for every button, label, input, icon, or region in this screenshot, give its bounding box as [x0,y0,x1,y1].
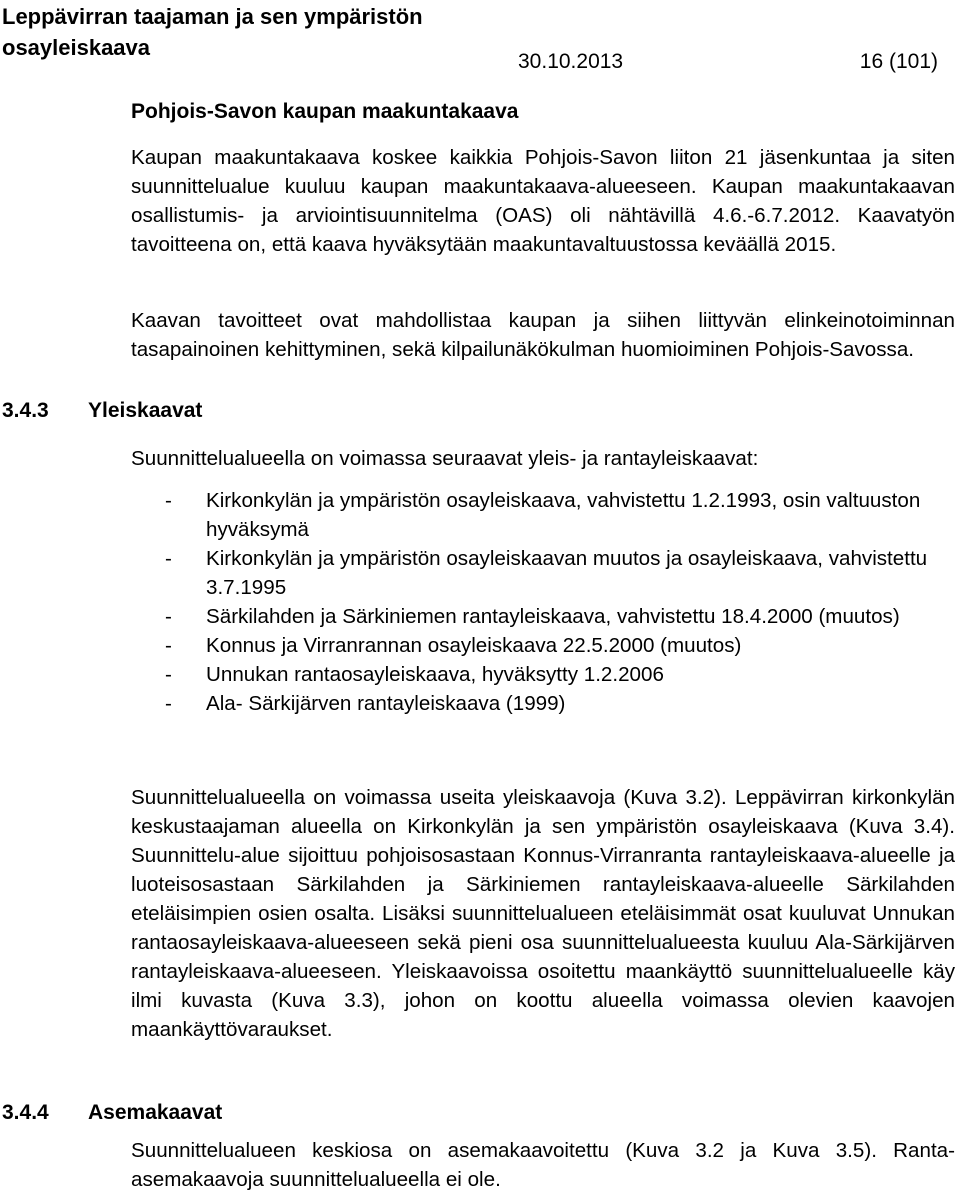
document-title [2,1,502,63]
list-item [165,689,955,718]
list-item [165,486,955,544]
list-item-text: Konnus ja Virranrannan osayleiskaava 22.5.2000 (muutos) [206,634,742,657]
section-heading-yleiskaavat [2,397,202,425]
paragraph-kaupan-1: Kaupan maakuntakaava koskee kaikkia Pohjois-Savon liiton 21 jäsenkuntaa ja siten suunnittelualue kuuluu kaupan maakuntakaava-alueeseen. Kaupan maakuntakaavan osallistumis- ja arviointisuunnitelma (OAS) oli nähtävillä 4.6.-6.7.2012. Kaavatyön tavoitteena on, että kaava hyväksytään maakuntavaltuustossa keväällä 2015. [131,146,955,256]
section-title: Asemakaavat [88,1101,223,1124]
list-item [165,660,955,689]
paragraph-yleiskaavat-body: Suunnittelualueella on voimassa useita yleiskaavoja (Kuva 3.2). Leppävirran kirkonkylän keskustaajaman alueella on Kirkonkylän ja sen ympäristön osayleiskaava (Kuva 3.4). Suunnittelu-alue sijoittuu pohjoisosastaan Konnus-Virranranta rantayleiskaava-alueelle ja luoteisosastaan Särkilahden ja Särkiniemen rantayleiskaava-alueelle Särkilahden eteläisimpien osien osalta. Lisäksi suunnittelualueen eteläisimmät osat kuuluvat Unnukan rantaosayleiskaava-alueeseen sekä pieni osa suunnittelualueesta kuuluu Ala-Särkijärven rantayleiskaava-alueeseen. Yleiskaavoissa osoitettu maankäyttö suunnittelualueelle käy ilmi kuvasta (Kuva 3.3), johon on koottu alueella voimassa olevien kaavojen maankäyttövaraukset. [131,786,955,1041]
document-title-line-2: osayleiskaava [2,35,151,60]
document-title-line-1: Leppävirran taajaman ja sen ympäristön [2,4,423,29]
list-dash: - [165,692,172,715]
section-number: 3.4.3 [2,399,49,422]
list-dash: - [165,605,172,628]
list-dash: - [165,547,172,570]
list-item [165,602,955,631]
list-dash: - [165,663,172,686]
list-dash: - [165,634,172,657]
list-item [165,631,955,660]
plan-list [165,486,955,718]
section-heading-asemakaavat [2,1099,222,1127]
list-item-text: Kirkonkylän ja ympäristön osayleiskaava, vahvistettu 1.2.1993, osin valtuuston hyväksymä [206,489,921,541]
list-dash: - [165,489,172,512]
paragraph-yleiskaavat-intro: Suunnittelualueella on voimassa seuraavat yleis- ja rantayleiskaavat: [131,447,759,470]
subheading-kaupan-maakuntakaava: Pohjois-Savon kaupan maakuntakaava [131,100,519,123]
list-item-text: Kirkonkylän ja ympäristön osayleiskaavan muutos ja osayleiskaava, vahvistettu 3.7.1995 [206,547,928,599]
paragraph-kaupan-2: Kaavan tavoitteet ovat mahdollistaa kaupan ja siihen liittyvän elinkeinotoiminnan tasapainoinen kehittyminen, sekä kilpailunäkökulman huomioiminen Pohjois-Savossa. [131,309,955,361]
list-item-text: Ala- Särkijärven rantayleiskaava (1999) [206,692,566,715]
list-item [165,544,955,602]
section-title: Yleiskaavat [88,399,203,422]
page-number: 16 (101) [859,50,938,73]
paragraph-asemakaavat: Suunnittelualueen keskiosa on asemakaavoitettu (Kuva 3.2 ja Kuva 3.5). Ranta-asemakaavoja suunnittelualueella ei ole. [131,1139,955,1191]
section-number: 3.4.4 [2,1101,49,1124]
document-date: 30.10.2013 [518,50,624,73]
list-item-text: Särkilahden ja Särkiniemen rantayleiskaava, vahvistettu 18.4.2000 (muutos) [206,605,900,628]
list-item-text: Unnukan rantaosayleiskaava, hyväksytty 1.2.2006 [206,663,664,686]
